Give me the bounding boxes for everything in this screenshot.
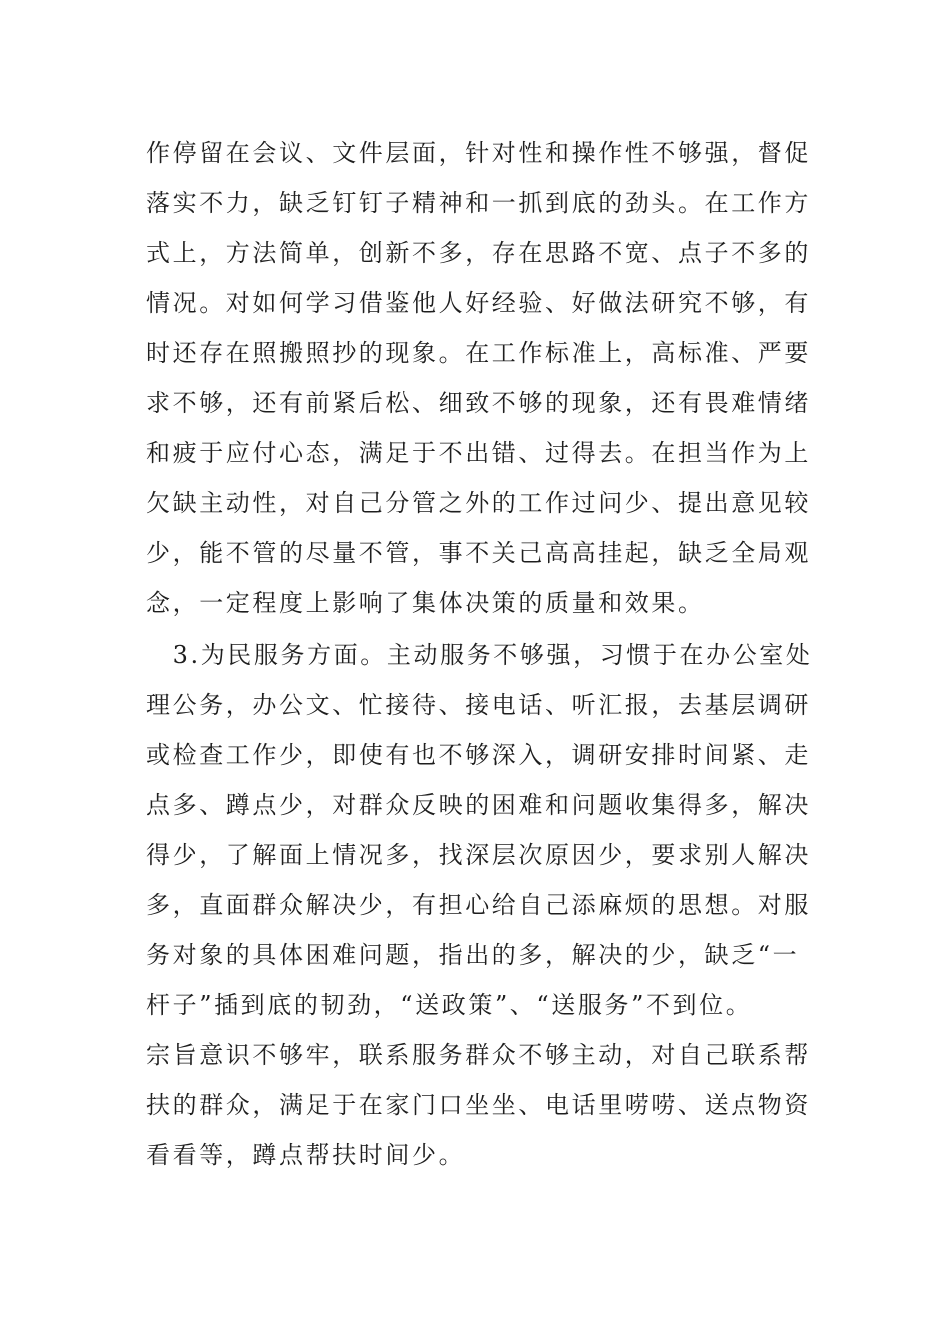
- paragraph-public-service: [146, 630, 816, 1180]
- text-line: 务对象的具体困难问题，指出的多，解决的少，缺乏“一: [146, 941, 800, 969]
- text-line: 式上，方法简单，创新不多，存在思路不宽、点子不多的: [146, 239, 811, 267]
- text-line: 杆子”插到底的韧劲，“送政策”、“送服务”不到位。: [146, 991, 753, 1019]
- text-line: 或检查工作少，即使有也不够深入，调研安排时间紧、走: [146, 741, 811, 769]
- text-line: 求不够，还有前紧后松、细致不够的现象，还有畏难情绪: [146, 389, 811, 417]
- text-line: 和疲于应付心态，满足于不出错、过得去。在担当作为上: [146, 439, 811, 467]
- text-line: 念，一定程度上影响了集体决策的质量和效果。: [146, 589, 705, 617]
- text-line: 得少，了解面上情况多，找深层次原因少，要求别人解决: [146, 841, 811, 869]
- text-line: 欠缺主动性，对自己分管之外的工作过问少、提出意见较: [146, 489, 811, 517]
- paragraph-work-style: [146, 128, 816, 628]
- text-line: 宗旨意识不够牢，联系服务群众不够主动，对自己联系帮: [146, 1041, 811, 1069]
- text-line: 理公务，办公文、忙接待、接电话、听汇报，去基层调研: [146, 691, 811, 719]
- text-line: 扶的群众，满足于在家门口坐坐、电话里唠唠、送点物资: [146, 1091, 811, 1119]
- text-line: 少，能不管的尽量不管，事不关己高高挂起，缺乏全局观: [146, 539, 811, 567]
- text-line: 落实不力，缺乏钉钉子精神和一抓到底的劲头。在工作方: [146, 189, 811, 217]
- text-line: 3.为民服务方面。主动服务不够强，习惯于在办公室处: [146, 641, 813, 669]
- text-line: 多，直面群众解决少，有担心给自己添麻烦的思想。对服: [146, 891, 811, 919]
- text-line: 作停留在会议、文件层面，针对性和操作性不够强，督促: [146, 139, 811, 167]
- text-line: 点多、蹲点少，对群众反映的困难和问题收集得多，解决: [146, 791, 811, 819]
- text-line: 时还存在照搬照抄的现象。在工作标准上，高标准、严要: [146, 339, 811, 367]
- text-line: 看看等，蹲点帮扶时间少。: [146, 1141, 466, 1169]
- text-line: 情况。对如何学习借鉴他人好经验、好做法研究不够，有: [146, 289, 811, 317]
